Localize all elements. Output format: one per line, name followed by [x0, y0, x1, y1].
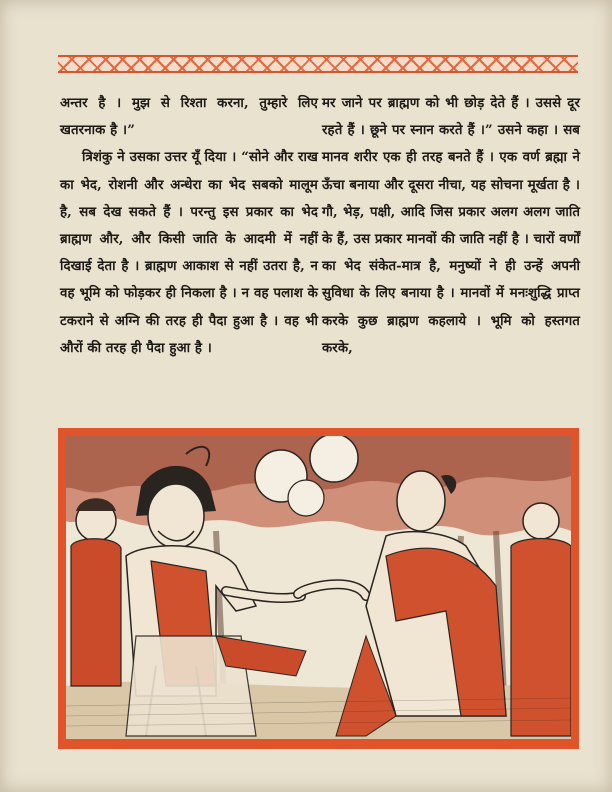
paragraph: अन्तर है । मुझ से रिश्ता करना, तुम्हारे लिए खतरनाक है ।” — [60, 96, 318, 139]
story-illustration — [58, 428, 579, 749]
paragraph: त्रिशंकु ने उसका उत्तर यूँ दिया । “सोने और राख का भेद, रोशनी और अन्धेरा का भेद सबको मालूम है, सब देख सकते हैं । परन्तु इस प्रकार का भेद ब्राह्मण और, और किसी जाति के आदमी में नहीं दिखाई देता है । ब्राह्मण आकाश से नहीं उतरा है, न वह भूमि को फोड़कर ही निकला है । न वह पलाश के टकराने से अग्नि की तरह ही पैदा हुआ है । वह भी औरों की तरह ही पैदा हुआ है । — [60, 150, 318, 356]
figure-attendant-left — [71, 498, 121, 686]
paragraph: मर जाने पर ब्राह्मण को भी छोड़ देते हैं । उससे दूर रहते हैं । छूने पर स्नान करते हैं ।” उसने कहा । सब मानव शरीर एक ही तरह बनते हैं । एक वर्ण ब्रह्मा ने ऊँचा बनाया और दूसरा नीचा, यह सोचना मूर्खता है । गौ, भेड़, पक्षी, आदि जिस प्रकार अलग अलग जाति के हैं, उस प्रकार मानवों की जाति नहीं है । चारों वर्णों का भेद संकेत-मात्र है, मनुष्यों ने ही उन्हें अपनी सुविधा के लिए बनाया है । मानवों में मनःशुद्धि प्राप्त करके कुछ ब्राह्मण कहलाये । भूमि को हस्तगत करके, — [322, 96, 580, 356]
text-column-left — [60, 90, 318, 362]
illustration-drawing — [66, 436, 571, 739]
text-column-right — [322, 90, 580, 362]
decorative-border — [58, 55, 578, 73]
